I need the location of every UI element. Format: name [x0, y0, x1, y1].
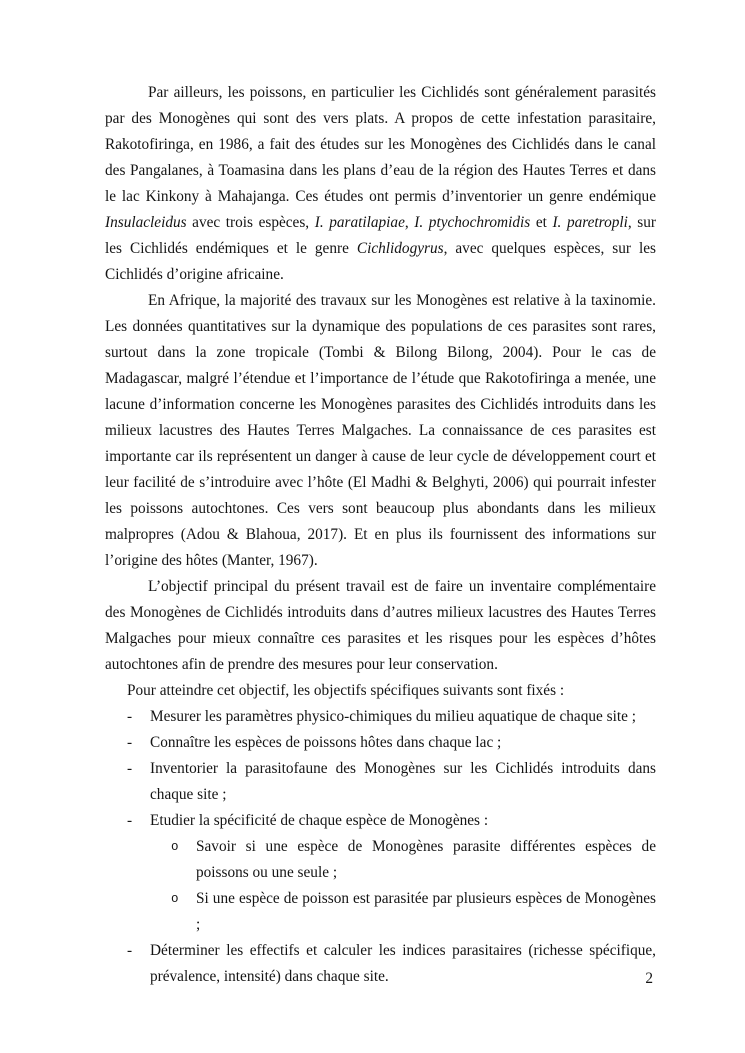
- bullet-text: [150, 938, 656, 990]
- bullet-item: [105, 704, 656, 730]
- dash-bullet-marker: -: [127, 734, 133, 751]
- italic-text-run: Cichlidogyrus: [356, 240, 444, 257]
- text-run: Pour atteindre cet objectif, les objectifs spécifiques suivants sont fixés :: [127, 682, 565, 699]
- bullet-item: [105, 730, 656, 756]
- bullet-item: [105, 756, 656, 808]
- sub-bullet-item: [105, 886, 656, 938]
- italic-text-run: I. paretropli: [552, 214, 628, 231]
- text-run: Savoir si une espèce de Monogènes parasite différentes espèces de poissons ou une seule ;: [196, 838, 656, 881]
- text-run: Par ailleurs, les poissons, en particulier les Cichlidés sont généralement parasités par des Monogènes qui sont des vers plats. A propos de cette infestation parasitaire, Rakotofiringa, en 1986, a fait des études sur les Monogènes des Cichlidés dans le canal des Pangalanes, à Toamasina dans les plans d’eau de la région des Hautes Terres et dans le lac Kinkony à Mahajanga. Ces études ont permis d’inventorier un genre endémique: [105, 84, 656, 205]
- bullet-text: [150, 704, 656, 730]
- bullet-item: [105, 938, 656, 990]
- text-run: ,: [404, 214, 415, 231]
- circle-bullet-marker: o: [171, 892, 179, 906]
- page-number: 2: [645, 970, 653, 987]
- text-run: Mesurer les paramètres physico-chimiques du milieu aquatique de chaque site ;: [150, 708, 636, 725]
- dash-bullet-marker: -: [127, 942, 133, 959]
- italic-text-run: I. ptychochromidis: [414, 214, 531, 231]
- objectives-intro: [105, 678, 656, 704]
- document-body: [105, 80, 656, 990]
- text-run: , avec quelques espèces, sur les Cichlidés d’origine africaine.: [105, 240, 656, 283]
- text-run: et: [530, 214, 553, 231]
- text-run: , sur les Cichlidés endémiques et le genre: [105, 214, 656, 257]
- paragraph: [105, 80, 656, 288]
- bullet-text: [196, 886, 656, 938]
- bullet-text: [196, 834, 656, 886]
- text-run: L’objectif principal du présent travail est de faire un inventaire complémentaire des Monogènes de Cichlidés introduits dans d’autres milieux lacustres des Hautes Terres Malgaches pour mieux connaître ces parasites et les risques pour les espèces d’hôtes autochtones afin de prendre des mesures pour leur conservation.: [105, 578, 656, 673]
- bullet-text: [150, 730, 656, 756]
- text-run: Si une espèce de poisson est parasitée par plusieurs espèces de Monogènes ;: [196, 890, 656, 933]
- bullet-text: [150, 756, 656, 808]
- bullet-item: [105, 808, 656, 834]
- text-run: Etudier la spécificité de chaque espèce de Monogènes :: [150, 812, 489, 829]
- dash-bullet-marker: -: [127, 708, 133, 725]
- paragraph: [105, 574, 656, 678]
- paragraph: [105, 288, 656, 574]
- sub-bullet-item: [105, 834, 656, 886]
- text-run: Inventorier la parasitofaune des Monogènes sur les Cichlidés introduits dans chaque site ;: [150, 760, 656, 803]
- circle-bullet-marker: o: [171, 840, 179, 854]
- bullet-text: [150, 808, 656, 834]
- text-run: En Afrique, la majorité des travaux sur les Monogènes est relative à la taxinomie. Les données quantitatives sur la dynamique des populations de ces parasites sont rares, surtout dans la zone tropicale (Tombi & Bilong Bilong, 2004). Pour le cas de Madagascar, malgré l’étendue et l’importance de l’étude que Rakotofiringa a menée, une lacune d’information concerne les Monogènes parasites des Cichlidés introduits dans les milieux lacustres des Hautes Terres Malgaches. La connaissance de ces parasites est importante car ils représentent un danger à cause de leur cycle de développement court et leur facilité de s’introduire avec l’hôte (El Madhi & Belghyti, 2006) qui pourrait infester les poissons autochtones. Ces vers sont beaucoup plus abondants dans les milieux malpropres (Adou & Blahoua, 2017). Et en plus ils fournissent des informations sur l’origine des hôtes (Manter, 1967).: [105, 292, 656, 569]
- text-run: avec trois espèces,: [186, 214, 315, 231]
- text-run: Déterminer les effectifs et calculer les indices parasitaires (richesse spécifique, prévalence, intensité) dans chaque site.: [150, 942, 656, 985]
- italic-text-run: I. paratilapiae: [314, 214, 405, 231]
- dash-bullet-marker: -: [127, 812, 133, 829]
- italic-text-run: Insulacleidus: [105, 214, 187, 231]
- text-run: Connaître les espèces de poissons hôtes dans chaque lac ;: [150, 734, 502, 751]
- dash-bullet-marker: -: [127, 760, 133, 777]
